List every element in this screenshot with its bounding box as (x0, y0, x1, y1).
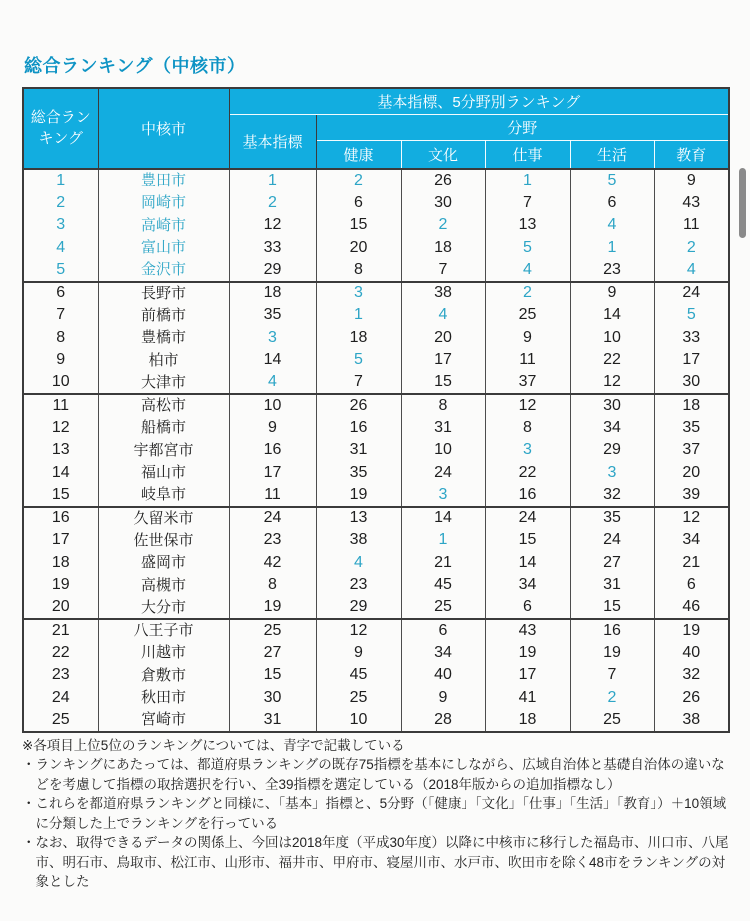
value-cell: 18 (485, 709, 570, 732)
value-cell: 42 (229, 552, 316, 575)
value-cell: 43 (654, 192, 729, 215)
value-cell: 32 (654, 664, 729, 687)
rank-cell: 21 (51, 621, 70, 639)
value-cell: 32 (570, 484, 654, 507)
value-cell: 18 (316, 327, 401, 350)
value-cell: 10 (229, 394, 316, 417)
value-cell: 38 (654, 709, 729, 732)
value-cell: 15 (229, 664, 316, 687)
value-cell: 9 (654, 169, 729, 192)
value-cell: 15 (570, 597, 654, 620)
rank-cell: 7 (56, 306, 66, 324)
value-cell: 21 (654, 552, 729, 575)
value-cell: 7 (570, 664, 654, 687)
value-cell: 20 (654, 462, 729, 485)
value-cell: 2 (654, 237, 729, 260)
value-cell: 19 (485, 642, 570, 665)
value-cell: 20 (316, 237, 401, 260)
city-cell: 高崎市 (98, 214, 229, 237)
value-cell: 45 (401, 574, 485, 597)
rank-cell: 16 (51, 509, 70, 527)
table-row (23, 462, 729, 485)
table-row (23, 192, 729, 215)
table-row (23, 304, 729, 327)
note-line: ・ランキングにあたっては、都道府県ランキングの既存75指標を基本にしながら、広域自治体と基礎自治体の違いなどを考慮して指標の取捨選択を行い、全39指標を選定している（2018年版からの追加指標なし） (22, 757, 725, 792)
header-overall-rank: 総合ランキング (23, 88, 98, 169)
table-row (23, 394, 729, 417)
value-cell: 25 (229, 619, 316, 642)
value-cell: 35 (654, 417, 729, 440)
value-cell: 8 (485, 417, 570, 440)
value-cell: 8 (316, 259, 401, 282)
city-cell: 長野市 (98, 282, 229, 305)
city-cell: 佐世保市 (98, 529, 229, 552)
value-cell: 24 (654, 282, 729, 305)
city-cell: 秋田市 (98, 687, 229, 710)
rank-cell: 2 (56, 193, 66, 211)
value-cell: 5 (570, 169, 654, 192)
rank-cell: 6 (56, 284, 66, 302)
table-row (23, 417, 729, 440)
value-cell: 19 (570, 642, 654, 665)
value-cell: 12 (570, 372, 654, 395)
city-cell: 岐阜市 (98, 484, 229, 507)
header-field-work: 仕事 (485, 140, 570, 169)
value-cell: 2 (229, 192, 316, 215)
table-row (23, 574, 729, 597)
table-row (23, 484, 729, 507)
value-cell: 40 (401, 664, 485, 687)
value-cell: 19 (229, 597, 316, 620)
value-cell: 26 (654, 687, 729, 710)
header-field-group: 分野 (316, 114, 729, 140)
city-cell: 宇都宮市 (98, 439, 229, 462)
value-cell: 39 (654, 484, 729, 507)
table-row (23, 327, 729, 350)
value-cell: 16 (316, 417, 401, 440)
value-cell: 14 (570, 304, 654, 327)
value-cell: 12 (654, 507, 729, 530)
table-row (23, 709, 729, 732)
value-cell: 26 (401, 169, 485, 192)
value-cell: 25 (485, 304, 570, 327)
value-cell: 6 (316, 192, 401, 215)
rank-cell: 12 (51, 418, 70, 436)
header-basic-indicator: 基本指標 (229, 114, 316, 169)
value-cell: 33 (654, 327, 729, 350)
table-row (23, 214, 729, 237)
rank-cell: 3 (56, 216, 66, 234)
table-row (23, 507, 729, 530)
value-cell: 23 (316, 574, 401, 597)
value-cell: 18 (401, 237, 485, 260)
table-row (23, 439, 729, 462)
value-cell: 4 (316, 552, 401, 575)
value-cell: 34 (401, 642, 485, 665)
table-row (23, 259, 729, 282)
rank-cell: 23 (51, 666, 70, 684)
city-cell: 福山市 (98, 462, 229, 485)
city-cell: 金沢市 (98, 259, 229, 282)
value-cell: 16 (485, 484, 570, 507)
value-cell: 10 (570, 327, 654, 350)
value-cell: 23 (570, 259, 654, 282)
table-row (23, 282, 729, 305)
value-cell: 41 (485, 687, 570, 710)
value-cell: 18 (229, 282, 316, 305)
value-cell: 29 (316, 597, 401, 620)
header-core-city: 中核市 (98, 88, 229, 169)
table-row (23, 597, 729, 620)
value-cell: 34 (654, 529, 729, 552)
city-cell: 前橋市 (98, 304, 229, 327)
value-cell: 22 (570, 349, 654, 372)
value-cell: 13 (316, 507, 401, 530)
value-cell: 9 (316, 642, 401, 665)
rank-cell: 15 (23, 484, 98, 507)
value-cell: 17 (654, 349, 729, 372)
city-cell: 高槻市 (98, 574, 229, 597)
city-cell: 大分市 (98, 597, 229, 620)
value-cell: 11 (229, 484, 316, 507)
table-row (23, 687, 729, 710)
value-cell: 17 (401, 349, 485, 372)
value-cell: 24 (229, 507, 316, 530)
rank-cell: 22 (51, 643, 70, 661)
city-cell: 富山市 (98, 237, 229, 260)
value-cell: 1 (229, 169, 316, 192)
value-cell: 2 (401, 214, 485, 237)
header-field-health: 健康 (316, 140, 401, 169)
value-cell: 35 (316, 462, 401, 485)
value-cell: 1 (401, 529, 485, 552)
value-cell: 8 (401, 394, 485, 417)
value-cell: 9 (485, 327, 570, 350)
value-cell: 34 (485, 574, 570, 597)
rank-cell: 17 (51, 531, 70, 549)
value-cell: 19 (316, 484, 401, 507)
ranking-table (22, 87, 730, 733)
note-line: ・これらを都道府県ランキングと同様に、「基本」指標と、5分野（「健康」「文化」「仕事」「生活」「教育」）＋10領域に分類した上でランキングを行っている (22, 796, 727, 831)
value-cell: 13 (485, 214, 570, 237)
city-cell: 八王子市 (98, 619, 229, 642)
rank-cell: 5 (23, 259, 98, 282)
value-cell: 21 (401, 552, 485, 575)
value-cell: 14 (229, 349, 316, 372)
value-cell: 25 (401, 597, 485, 620)
value-cell: 31 (316, 439, 401, 462)
value-cell: 26 (316, 394, 401, 417)
value-cell: 3 (570, 462, 654, 485)
city-cell: 久留米市 (98, 507, 229, 530)
value-cell: 23 (229, 529, 316, 552)
value-cell: 7 (401, 259, 485, 282)
value-cell: 2 (570, 687, 654, 710)
value-cell: 3 (401, 484, 485, 507)
value-cell: 10 (401, 439, 485, 462)
value-cell: 33 (229, 237, 316, 260)
value-cell: 4 (570, 214, 654, 237)
table-row (23, 642, 729, 665)
city-cell: 高松市 (98, 394, 229, 417)
header-indicator-group: 基本指標、5分野別ランキング (229, 88, 729, 114)
value-cell: 5 (316, 349, 401, 372)
footnotes (22, 736, 730, 892)
value-cell: 15 (485, 529, 570, 552)
city-cell: 倉敷市 (98, 664, 229, 687)
city-cell: 豊橋市 (98, 327, 229, 350)
value-cell: 38 (316, 529, 401, 552)
value-cell: 4 (654, 259, 729, 282)
value-cell: 30 (570, 394, 654, 417)
city-cell: 盛岡市 (98, 552, 229, 575)
value-cell: 9 (401, 687, 485, 710)
page-title: 総合ランキング（中核市） (24, 56, 246, 76)
value-cell: 17 (485, 664, 570, 687)
value-cell: 46 (654, 597, 729, 620)
value-cell: 24 (401, 462, 485, 485)
value-cell: 2 (316, 169, 401, 192)
table-header (23, 88, 729, 169)
value-cell: 16 (570, 619, 654, 642)
value-cell: 8 (229, 574, 316, 597)
rank-cell: 24 (51, 688, 70, 706)
value-cell: 4 (229, 372, 316, 395)
value-cell: 45 (316, 664, 401, 687)
rank-cell: 11 (52, 396, 70, 414)
value-cell: 40 (654, 642, 729, 665)
value-cell: 43 (485, 619, 570, 642)
city-cell: 川越市 (98, 642, 229, 665)
value-cell: 31 (401, 417, 485, 440)
value-cell: 24 (570, 529, 654, 552)
value-cell: 2 (485, 282, 570, 305)
value-cell: 37 (654, 439, 729, 462)
value-cell: 15 (401, 372, 485, 395)
header-field-culture: 文化 (401, 140, 485, 169)
value-cell: 12 (316, 619, 401, 642)
value-cell: 11 (654, 214, 729, 237)
value-cell: 6 (654, 574, 729, 597)
value-cell: 9 (570, 282, 654, 305)
header-field-education: 教育 (654, 140, 729, 169)
value-cell: 6 (401, 619, 485, 642)
value-cell: 30 (654, 372, 729, 395)
city-cell: 岡崎市 (98, 192, 229, 215)
value-cell: 30 (229, 687, 316, 710)
value-cell: 17 (229, 462, 316, 485)
value-cell: 28 (401, 709, 485, 732)
value-cell: 1 (485, 169, 570, 192)
value-cell: 19 (654, 619, 729, 642)
value-cell: 3 (485, 439, 570, 462)
rank-cell: 13 (51, 441, 70, 459)
value-cell: 5 (485, 237, 570, 260)
value-cell: 16 (229, 439, 316, 462)
value-cell: 30 (401, 192, 485, 215)
value-cell: 1 (570, 237, 654, 260)
value-cell: 10 (316, 709, 401, 732)
value-cell: 31 (229, 709, 316, 732)
value-cell: 14 (401, 507, 485, 530)
rank-cell: 8 (56, 328, 66, 346)
value-cell: 14 (485, 552, 570, 575)
value-cell: 4 (401, 304, 485, 327)
rank-cell: 9 (56, 351, 66, 369)
table-row (23, 529, 729, 552)
value-cell: 35 (570, 507, 654, 530)
value-cell: 27 (229, 642, 316, 665)
value-cell: 29 (229, 259, 316, 282)
rank-cell: 18 (51, 553, 70, 571)
rank-cell: 4 (56, 238, 66, 256)
value-cell: 20 (401, 327, 485, 350)
rank-cell: 1 (56, 171, 66, 189)
value-cell: 22 (485, 462, 570, 485)
rank-cell: 20 (23, 597, 98, 620)
value-cell: 25 (316, 687, 401, 710)
value-cell: 3 (316, 282, 401, 305)
table-row (23, 619, 729, 642)
table-row (23, 372, 729, 395)
table-row (23, 349, 729, 372)
value-cell: 7 (485, 192, 570, 215)
value-cell: 12 (485, 394, 570, 417)
city-cell: 大津市 (98, 372, 229, 395)
rank-cell: 14 (51, 463, 70, 481)
rank-cell: 10 (23, 372, 98, 395)
city-cell: 柏市 (98, 349, 229, 372)
value-cell: 3 (229, 327, 316, 350)
scrollbar-thumb[interactable] (739, 168, 746, 238)
value-cell: 35 (229, 304, 316, 327)
value-cell: 5 (654, 304, 729, 327)
header-field-life: 生活 (570, 140, 654, 169)
ranking-table-body (23, 169, 729, 732)
value-cell: 25 (570, 709, 654, 732)
value-cell: 6 (485, 597, 570, 620)
value-cell: 12 (229, 214, 316, 237)
value-cell: 24 (485, 507, 570, 530)
table-row (23, 664, 729, 687)
value-cell: 38 (401, 282, 485, 305)
value-cell: 1 (316, 304, 401, 327)
note-line: ・なお、取得できるデータの関係上、今回は2018年度（平成30年度）以降に中核市に移行した福島市、川口市、八尾市、明石市、鳥取市、松江市、山形市、福井市、甲府市、寝屋川市、水戸市、吹田市を除く48市をランキングの対象とした (22, 835, 729, 890)
table-row (23, 552, 729, 575)
value-cell: 37 (485, 372, 570, 395)
value-cell: 31 (570, 574, 654, 597)
value-cell: 6 (570, 192, 654, 215)
city-cell: 宮崎市 (98, 709, 229, 732)
city-cell: 船橋市 (98, 417, 229, 440)
value-cell: 29 (570, 439, 654, 462)
table-row (23, 237, 729, 260)
note-line: ※各項目上位5位のランキングについては、青字で記載している (22, 738, 405, 753)
value-cell: 27 (570, 552, 654, 575)
table-row (23, 169, 729, 192)
value-cell: 9 (229, 417, 316, 440)
value-cell: 4 (485, 259, 570, 282)
value-cell: 34 (570, 417, 654, 440)
value-cell: 18 (654, 394, 729, 417)
value-cell: 7 (316, 372, 401, 395)
city-cell: 豊田市 (98, 169, 229, 192)
rank-cell: 25 (51, 710, 70, 728)
rank-cell: 19 (51, 576, 70, 594)
value-cell: 11 (485, 349, 570, 372)
value-cell: 15 (316, 214, 401, 237)
